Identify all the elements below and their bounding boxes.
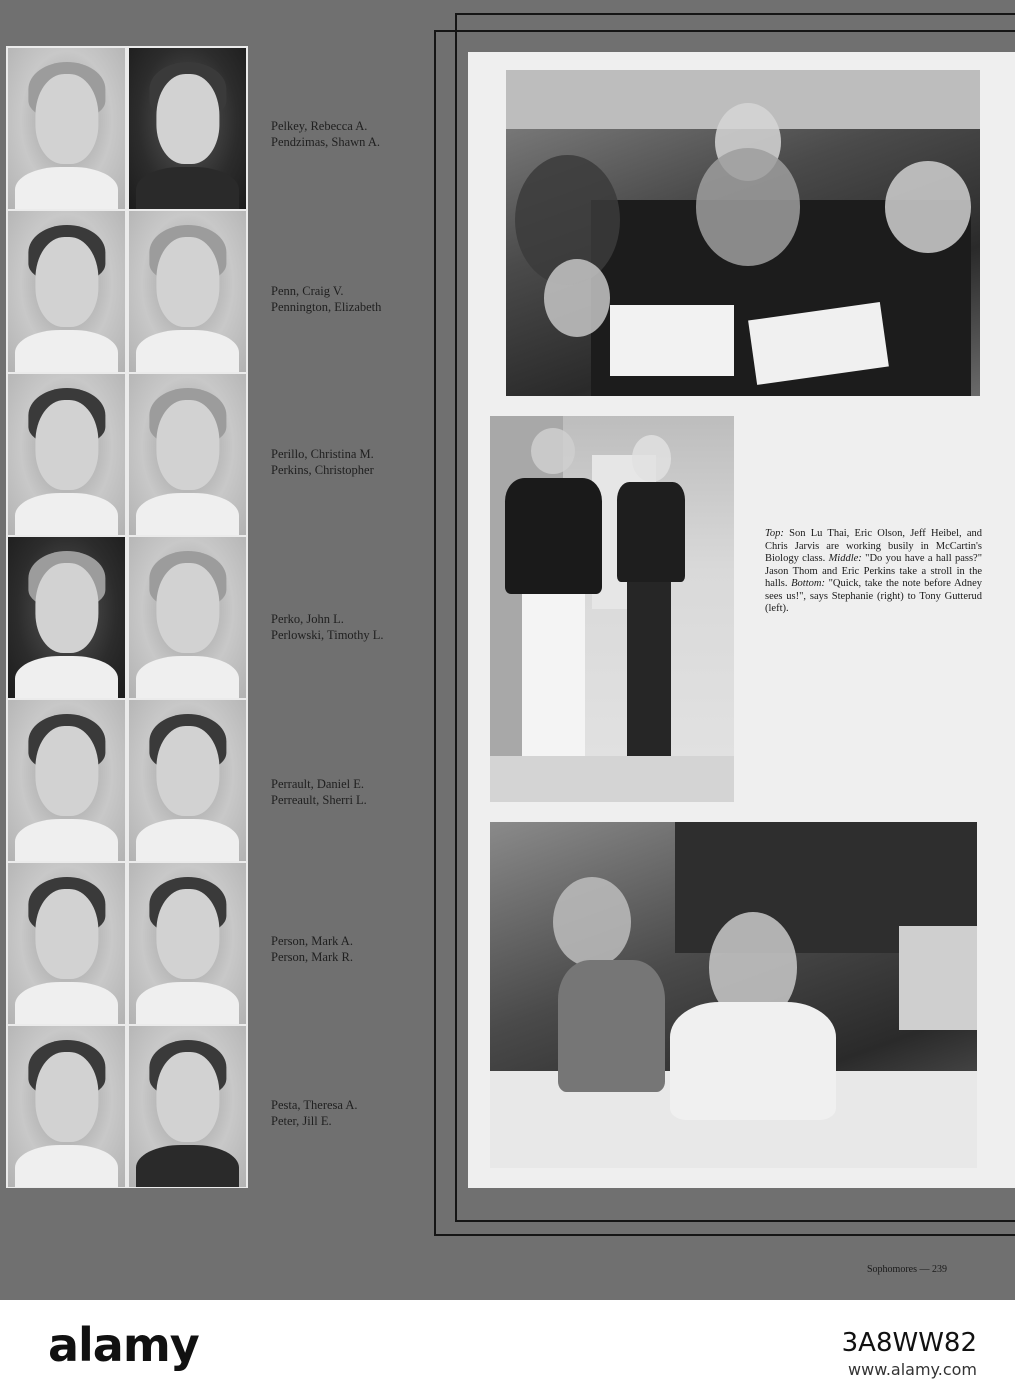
portrait-row [8, 211, 246, 372]
photo-middle-hallway [490, 416, 734, 802]
portrait-row [8, 48, 246, 209]
portrait-photo [8, 700, 125, 861]
student-name: Penn, Craig V. [271, 284, 344, 298]
name-pair [271, 283, 451, 315]
student-name: Person, Mark A. [271, 934, 353, 948]
caption-middle-text: "Do you have a hall pass?" Jason Thom and Eric Perkins take a stroll in the halls. [765, 553, 982, 589]
portrait-photo [129, 374, 246, 535]
student-name: Perko, John L. [271, 612, 344, 626]
portrait-row [8, 537, 246, 698]
caption-top-label: Top: [765, 528, 784, 539]
portrait-photo [8, 863, 125, 1024]
name-pair [271, 446, 451, 478]
student-name: Pendzimas, Shawn A. [271, 135, 381, 149]
name-pair [271, 1097, 451, 1129]
watermark-bar [0, 1300, 1015, 1390]
caption-bottom-text: "Quick, take the note before Adney sees us!", says Stephanie (right) to Tony Gutterud (left). [765, 578, 983, 614]
name-pair [271, 776, 451, 808]
caption-top-text: Son Lu Thai, Eric Olson, Jeff Heibel, and Chris Jarvis are working busily in McCartin's Biology class. [765, 528, 983, 564]
student-name: Perillo, Christina M. [271, 447, 374, 461]
name-pair [271, 933, 451, 965]
caption-bottom-label: Bottom: [791, 578, 825, 589]
photo-top-biology-class [506, 70, 980, 396]
portrait-row [8, 700, 246, 861]
portrait-panel [6, 46, 248, 1188]
name-pair [271, 611, 451, 643]
name-pair [271, 118, 451, 150]
student-name: Perrault, Daniel E. [271, 777, 365, 791]
photo-bottom-classroom [490, 822, 977, 1168]
student-name: Perlowski, Timothy L. [271, 628, 384, 642]
image-id: 3A8WW82 [841, 1328, 977, 1358]
portrait-photo [8, 537, 125, 698]
portrait-photo [129, 700, 246, 861]
portrait-row [8, 374, 246, 535]
portrait-photo [129, 48, 246, 209]
student-name: Person, Mark R. [271, 950, 353, 964]
portrait-photo [129, 211, 246, 372]
portrait-photo [8, 211, 125, 372]
portrait-photo [8, 48, 125, 209]
portrait-row [8, 863, 246, 1024]
student-name: Pesta, Theresa A. [271, 1098, 358, 1112]
student-name: Perkins, Christopher [271, 463, 374, 477]
student-name: Pelkey, Rebecca A. [271, 119, 368, 133]
caption-middle-label: Middle: [828, 553, 862, 564]
student-name: Perreault, Sherri L. [271, 793, 367, 807]
page-folio: Sophomores — 239 [867, 1264, 947, 1275]
watermark-site: www.alamy.com [848, 1360, 977, 1379]
watermark-logo: alamy [48, 1318, 199, 1372]
portrait-photo [129, 1026, 246, 1187]
portrait-row [8, 1026, 246, 1187]
portrait-photo [129, 537, 246, 698]
photo-caption [765, 528, 982, 616]
student-name: Peter, Jill E. [271, 1114, 332, 1128]
portrait-photo [8, 1026, 125, 1187]
student-name: Pennington, Elizabeth [271, 300, 382, 314]
portrait-photo [129, 863, 246, 1024]
portrait-photo [8, 374, 125, 535]
